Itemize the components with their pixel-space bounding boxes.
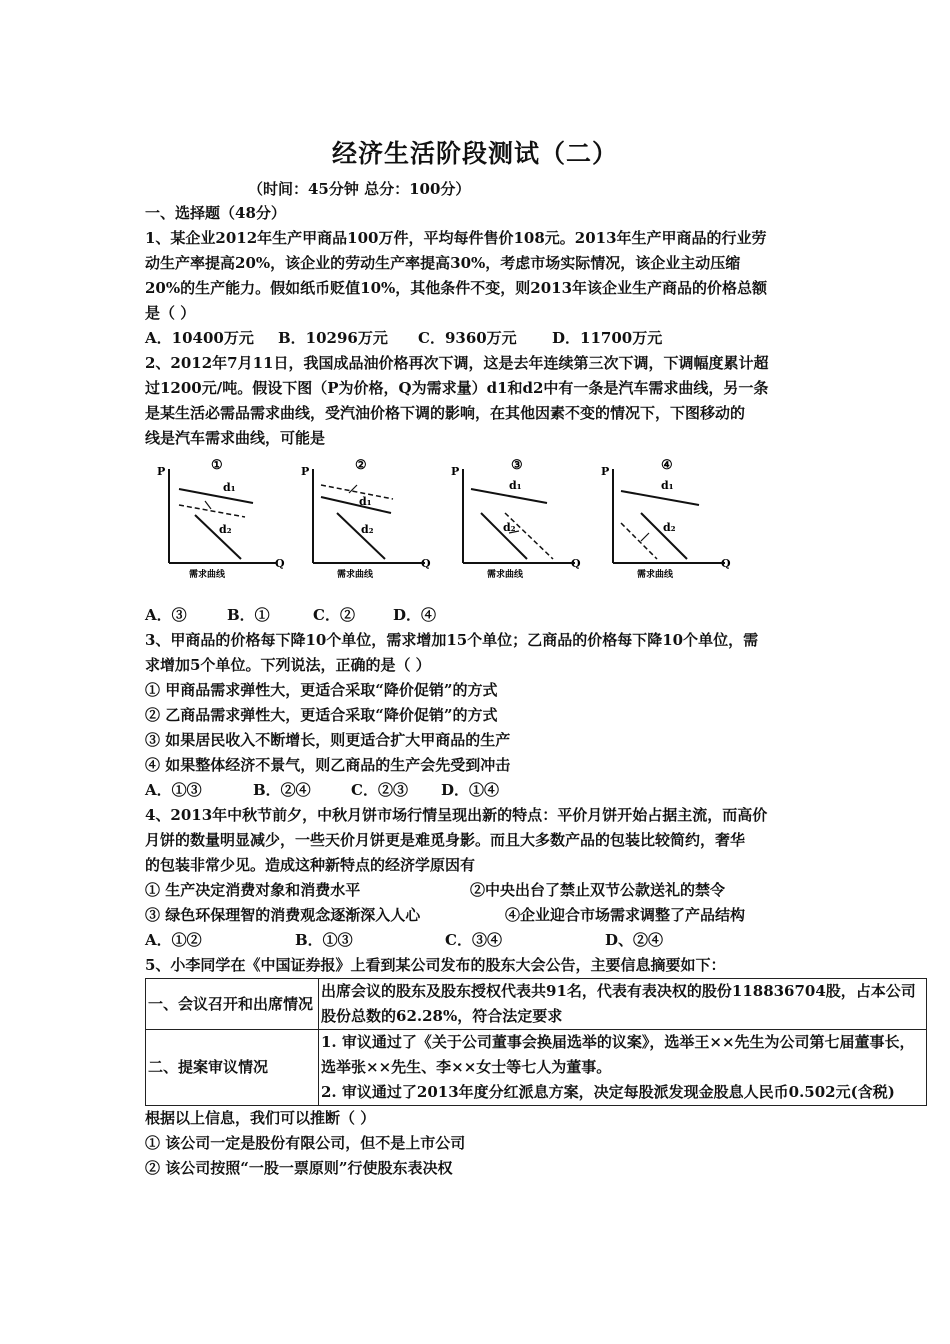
q3-item: ③ 如果居民收入不断增长，则更适合扩大甲商品的生产 [145, 731, 511, 749]
d1-label: d₁ [509, 479, 522, 492]
q2-option-d: D．④ [393, 606, 437, 624]
q4-option-b: B．①③ [295, 931, 353, 949]
q2-options [145, 603, 815, 628]
q4-line: 的包装非常少见。造成这种新特点的经济学原因有 [145, 856, 476, 874]
page-subtitle: （时间：45分钟 总分：100分） [248, 180, 471, 198]
shift-arrow [641, 533, 649, 541]
q4-option-c: C．③④ [445, 931, 502, 949]
q2-option-a: A．③ [145, 606, 187, 624]
axis-q-label: Q [421, 557, 431, 570]
q1-line: 是（ ） [145, 304, 196, 322]
q2-option-c: C．② [313, 606, 355, 624]
q4-line: 月饼的数量明显减少，一些天价月饼更是难觅身影。而且大多数产品的包装比较简约，奢华 [145, 831, 746, 849]
graph-number: ④ [661, 458, 673, 473]
table-cell-text: 出席会议的股东及股东授权代表共91名，代表有表决权的股份118836704股，占本公司股份总数的62.28%，符合法定要求 [319, 979, 927, 1030]
q4-line: 4、2013年中秋节前夕，中秋月饼市场行情呈现出新的特点：平价月饼开始占据主流，而高价 [145, 806, 768, 824]
q1-line: 1、某企业2012年生产甲商品100万件，平均每件售价108元。2013年生产甲商品的行业劳 [145, 229, 767, 247]
q2-option-b: B．① [227, 606, 270, 624]
q3-line: 3、甲商品的价格每下降10个单位，需求增加15个单位；乙商品的价格每下降10个单位，需 [145, 631, 759, 649]
q4-item: ③ 绿色环保理智的消费观念逐渐深入人心 [145, 906, 421, 924]
q4-items-row [145, 878, 815, 903]
graph-number: ② [355, 458, 367, 473]
axis-q-label: Q [571, 557, 581, 570]
shareholder-meeting-table [145, 978, 927, 1106]
d2-curve [641, 513, 687, 559]
graph-caption: 需求曲线 [637, 570, 674, 580]
q2-line: 过1200元/吨。假设下图（P为价格，Q为需求量）d1和d2中有一条是汽车需求曲线，另一条 [145, 379, 769, 397]
q3-item: ④ 如果整体经济不景气，则乙商品的生产会先受到冲击 [145, 756, 511, 774]
q5-line: 根据以上信息，我们可以推断（ ） [145, 1109, 376, 1127]
d2-label: d₂ [503, 521, 516, 534]
q4-item: ① 生产决定消费对象和消费水平 [145, 881, 361, 899]
q4-option-d: D、②④ [605, 931, 664, 949]
question-4 [145, 803, 815, 953]
d1-label: d₁ [223, 481, 236, 494]
q4-item: ②中央出台了禁止双节公款送礼的禁令 [470, 881, 726, 899]
demand-curve-graphs [145, 455, 815, 603]
d1-curve [321, 497, 391, 513]
table-item: 2. 审议通过了2013年度分红派息方案，决定每股派发现金股息人民币0.502元(含税) [321, 1083, 895, 1101]
q4-option-a: A．①② [145, 931, 202, 949]
axis-p-label: P [451, 465, 460, 478]
d1-label: d₁ [661, 479, 674, 492]
q3-options [145, 778, 815, 803]
demand-graph-2 [297, 455, 437, 580]
d1-label: d₁ [359, 495, 372, 508]
q3-line: 求增加5个单位。下列说法，正确的是（ ） [145, 656, 431, 674]
q1-option-d: D．11700万元 [552, 329, 663, 347]
q5-item: ① 该公司一定是股份有限公司，但不是上市公司 [145, 1134, 466, 1152]
shifted-curve [621, 523, 657, 559]
table-cell-label: 二、提案审议情况 [146, 1030, 319, 1106]
axis-q-label: Q [275, 557, 285, 570]
graph-caption: 需求曲线 [337, 570, 374, 580]
graph-caption: 需求曲线 [189, 570, 226, 580]
q5-item: ② 该公司按照“一股一票原则”行使股东表决权 [145, 1159, 453, 1177]
q3-option-d: D．①④ [441, 781, 500, 799]
shift-arrow [205, 501, 211, 509]
shifted-curve [321, 485, 393, 499]
q3-option-a: A．①③ [145, 781, 202, 799]
axis-p-label: P [301, 465, 310, 478]
d2-curve [481, 513, 527, 559]
table-cell-label: 一、会议召开和出席情况 [146, 979, 319, 1030]
question-1 [145, 226, 815, 351]
q4-items-row [145, 903, 815, 928]
page-title: 经济生活阶段测试（二） [331, 139, 618, 168]
q1-option-c: C．9360万元 [418, 329, 517, 347]
d2-label: d₂ [219, 523, 232, 536]
q2-line: 是某生活必需品需求曲线，受汽油价格下调的影响，在其他因素不变的情况下，下图移动的 [145, 404, 746, 422]
question-5 [145, 953, 916, 1181]
table-item: 1. 审议通过了《关于公司董事会换届选举的议案》，选举王××先生为公司第七届董事长，选举张××先生、李××女士等七人为董事。 [321, 1033, 915, 1076]
q1-line: 20%的生产能力。假如纸币贬值10%，其他条件不变，则2013年该企业生产商品的价格总额 [145, 279, 768, 297]
shifted-curve [505, 513, 553, 559]
table-cell-text [319, 1030, 927, 1106]
axis-q-label: Q [721, 557, 731, 570]
section-heading: 一、选择题（48分） [145, 204, 286, 222]
q1-line: 动生产率提高20%，该企业的劳动生产率提高30%，考虑市场实际情况，该企业主动压缩 [145, 254, 741, 272]
d1-curve [621, 491, 699, 505]
q2-line: 线是汽车需求曲线，可能是 [145, 429, 326, 447]
q3-item: ② 乙商品需求弹性大，更适合采取“降价促销”的方式 [145, 706, 498, 724]
graph-caption: 需求曲线 [487, 570, 524, 580]
d2-label: d₂ [361, 523, 374, 536]
q2-line: 2、2012年7月11日，我国成品油价格再次下调，这是去年连续第三次下调，下调幅度累计超 [145, 354, 769, 372]
d1-curve [179, 489, 253, 503]
q4-options [145, 928, 815, 953]
d2-curve [195, 515, 241, 559]
shifted-curve [179, 505, 245, 517]
q3-item: ① 甲商品需求弹性大，更适合采取“降价促销”的方式 [145, 681, 498, 699]
q1-option-a: A．10400万元 [145, 329, 254, 347]
question-2 [145, 351, 815, 628]
demand-graph-3 [447, 455, 587, 580]
exam-content [145, 201, 916, 1181]
q4-item: ④企业迎合市场需求调整了产品结构 [505, 906, 746, 924]
table-row [146, 1030, 927, 1106]
graph-number: ③ [511, 458, 523, 473]
q3-option-b: B．②④ [253, 781, 311, 799]
table-row [146, 979, 927, 1030]
graph-number: ① [211, 458, 223, 473]
demand-graph-4 [597, 455, 737, 580]
q3-option-c: C．②③ [351, 781, 408, 799]
axis-p-label: P [157, 465, 166, 478]
question-3 [145, 628, 815, 803]
d2-curve [337, 513, 385, 559]
q1-options [145, 326, 815, 351]
axis-p-label: P [601, 465, 610, 478]
d2-label: d₂ [663, 521, 676, 534]
q5-intro: 5、小李同学在《中国证券报》上看到某公司发布的股东大会公告，主要信息摘要如下： [145, 956, 726, 974]
q1-option-b: B．10296万元 [278, 329, 388, 347]
demand-graph-1 [153, 455, 293, 580]
